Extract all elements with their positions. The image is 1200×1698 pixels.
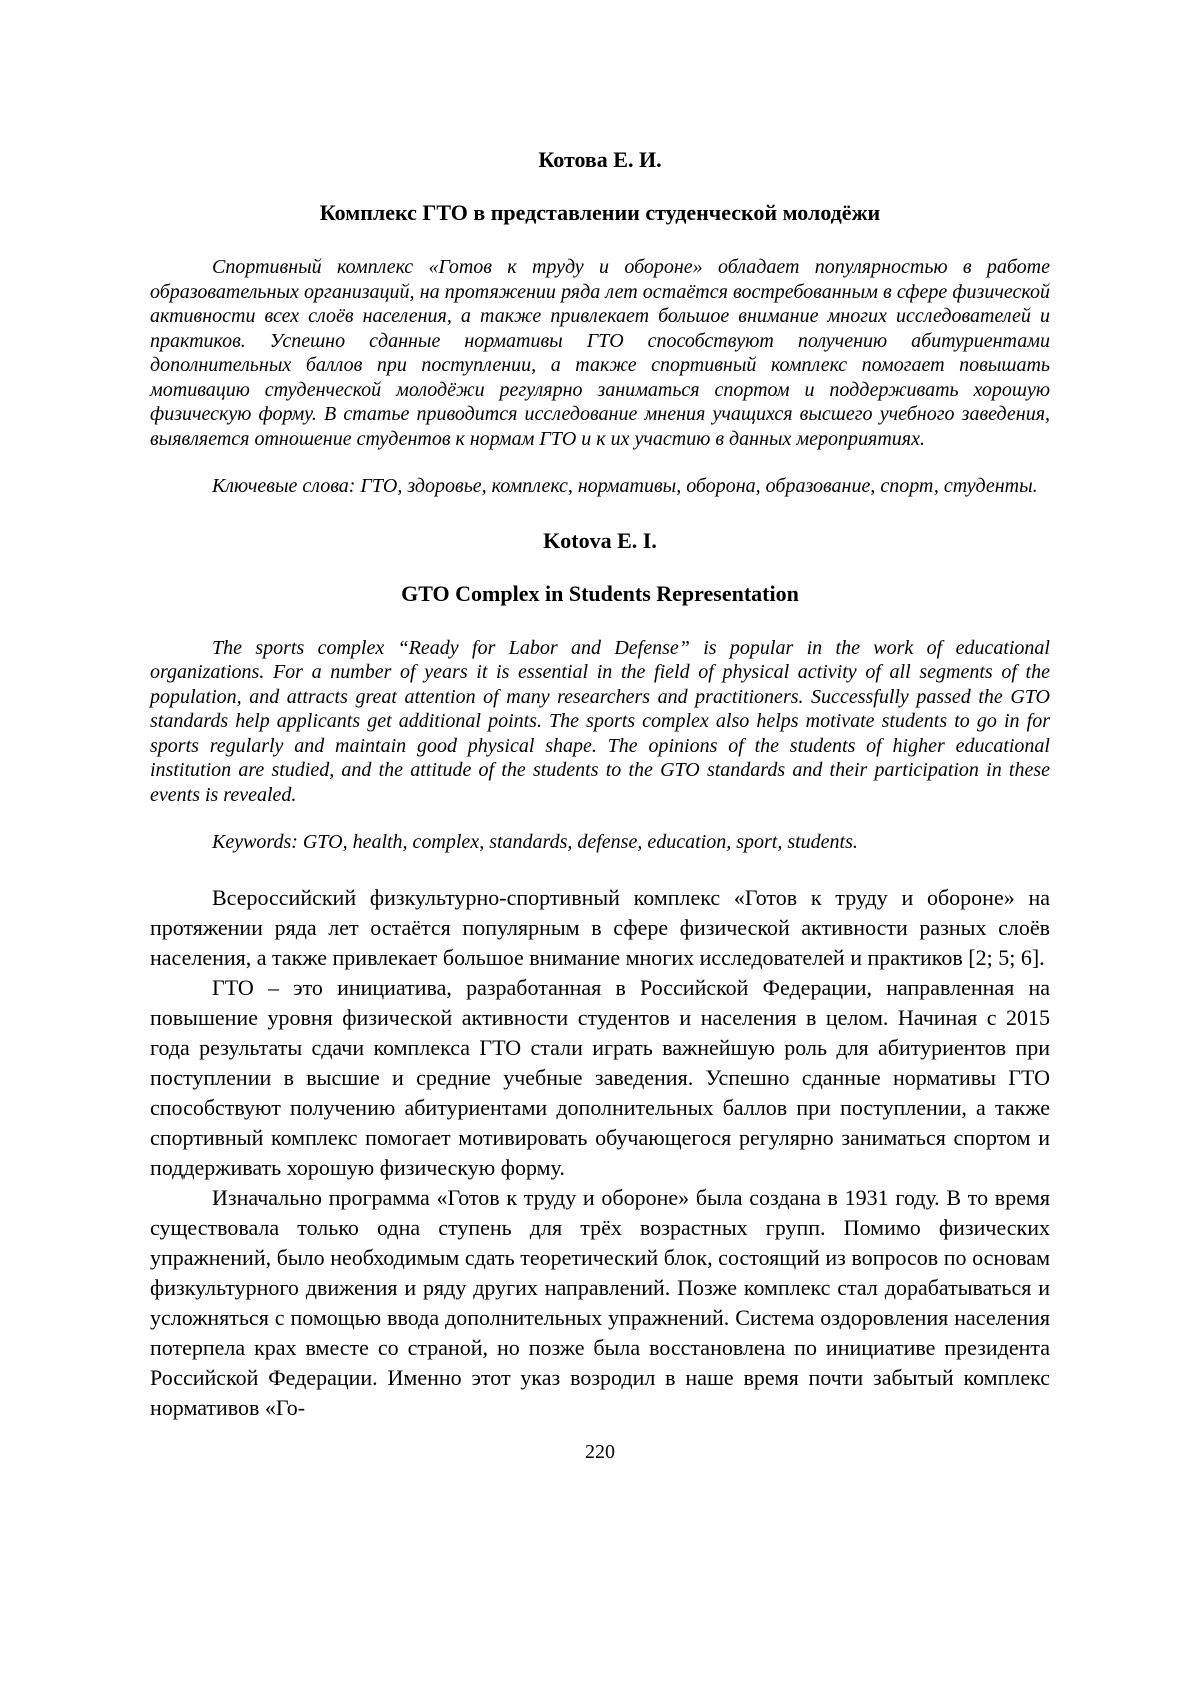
abstract-en: The sports complex “Ready for Labor and Defense” is popular in the work of educational organizations. For a number of years it is essential in the field of physical activity of all segments of the population, and attracts great attention of many researchers and practitioners. Successfully passed the GTO standards help applicants get additional points. The sports complex also helps motivate students to go in for sports regularly and maintain good physical shape. The opinions of the students of higher educational institution are studied, and the attitude of the students to the GTO standards and their participation in these events is revealed. xyxy=(150,636,1050,806)
title-ru-heading: Комплекс ГТО в представлении студенческой молодёжи xyxy=(319,200,881,225)
keywords-ru: Ключевые слова: ГТО, здоровье, комплекс, нормативы, оборона, образование, спорт, студенты. xyxy=(212,475,1038,497)
keywords-en: Keywords: GTO, health, complex, standards, defense, education, sport, students. xyxy=(212,831,858,853)
body-paragraph-2: ГТО – это инициатива, разработанная в Российской Федерации, направленная на повышение уровня физической активности студентов и населения в целом. Начиная с 2015 года результаты сдачи комплекса ГТО стали играть важнейшую роль для абитуриентов при поступлении в высшие и средние учебные заведения. Успешно сданные нормативы ГТО способствуют получению абитуриентами дополнительных баллов при поступлении, а также спортивный комплекс помогает мотивировать обучающегося регулярно заниматься спортом и поддерживать хорошую физическую форму. xyxy=(150,974,1050,1180)
page-number: 220 xyxy=(585,1440,615,1463)
author-ru-heading: Котова Е. И. xyxy=(538,147,662,172)
article-body xyxy=(150,883,1050,1423)
author-en-heading: Kotova E. I. xyxy=(543,527,657,553)
title-en-heading: GTO Complex in Students Representation xyxy=(401,580,799,606)
abstract-ru: Спортивный комплекс «Готов к труду и обороне» обладает популярностью в работе образовательных организаций, на протяжении ряда лет остаётся востребованным в сфере физической активности всех слоёв населения, а также привлекает большое внимание многих исследователей и практиков. Успешно сданные нормативы ГТО способствуют получению абитуриентами дополнительных баллов при поступлении, а также спортивный комплекс помогает повышать мотивацию студенческой молодёжи регулярно заниматься спортом и поддерживать хорошую физическую форму. В статье приводится исследование мнения учащихся высшего учебного заведения, выявляется отношение студентов к нормам ГТО и к их участию в данных мероприятиях. xyxy=(150,256,1050,450)
body-paragraph-3: Изначально программа «Готов к труду и обороне» была создана в 1931 году. В то время существовала только одна ступень для трёх возрастных групп. Помимо физических упражнений, было необходимым сдать теоретический блок, состоящий из вопросов по основам физкультурного движения и ряду других направлений. Позже комплекс стал дорабатываться и усложняться с помощью ввода дополнительных упражнений. Система оздоровления населения потерпела крах вместе со страной, но позже была восстановлена по инициативе президента Российской Федерации. Именно этот указ возродил в наше время почти забытый комплекс нормативов «Го- xyxy=(150,1184,1050,1420)
body-paragraph-1: Всероссийский физкультурно-спортивный комплекс «Готов к труду и обороне» на протяжении ряда лет остаётся популярным в сфере физической активности разных слоёв населения, а также привлекает большое внимание многих исследователей и практиков [2; 5; 6]. xyxy=(150,884,1050,970)
